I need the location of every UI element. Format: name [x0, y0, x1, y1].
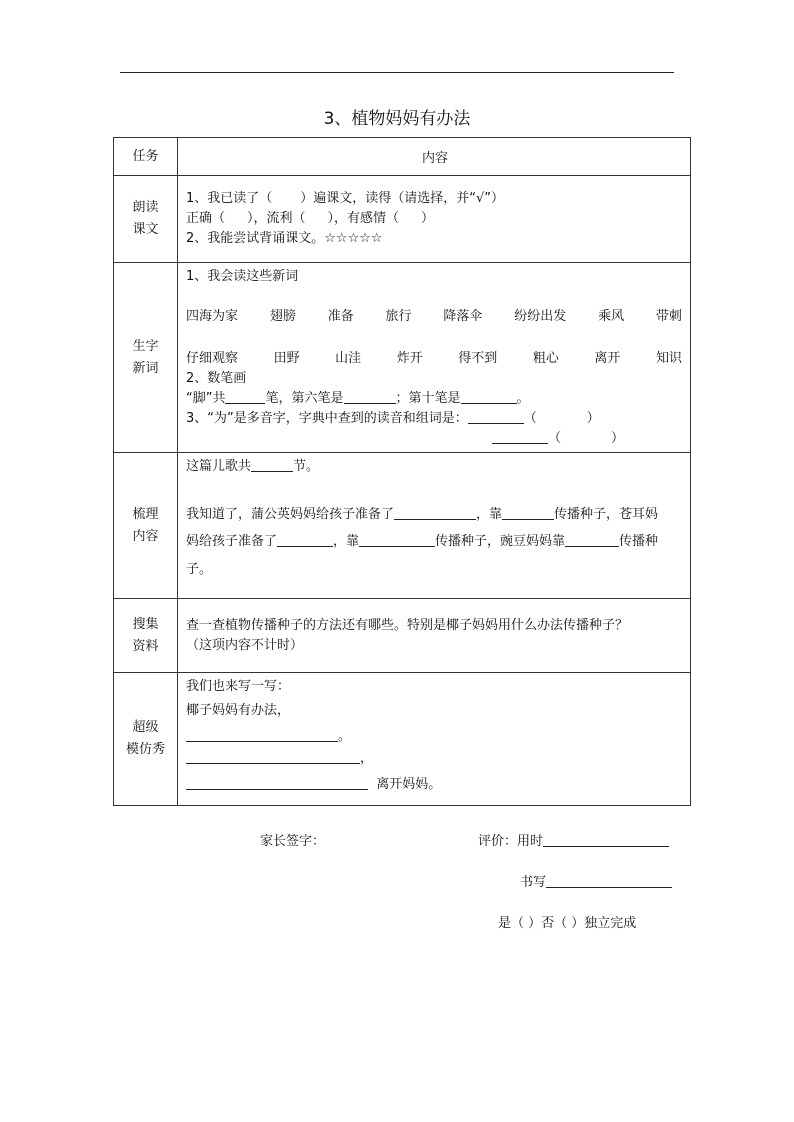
imitate-line-2: 椰子妈妈有办法，	[186, 703, 291, 718]
word-item: 仔细观察	[186, 351, 239, 366]
page-title: 3、植物妈妈有办法	[323, 109, 471, 129]
top-rule	[120, 72, 674, 73]
structure-content	[178, 453, 691, 599]
word-item: 翅膀	[269, 309, 296, 324]
polyphone-line-1	[186, 409, 684, 429]
time-blank[interactable]	[543, 832, 669, 847]
paren: （	[548, 431, 562, 446]
structure-text: ，靠	[333, 534, 360, 549]
word-item: 纷纷出发	[514, 309, 567, 324]
burdock-method-blank[interactable]	[359, 532, 435, 547]
structure-label	[114, 453, 178, 599]
burdock-prepare-blank[interactable]	[277, 532, 333, 547]
structure-text: 传播种子，苍耳妈	[554, 507, 659, 522]
word-item: 粗心	[532, 351, 559, 366]
dandelion-prepare-blank[interactable]	[394, 505, 476, 520]
words-row	[114, 263, 691, 453]
strokes-line	[186, 389, 684, 409]
research-row	[114, 599, 691, 673]
stanza-count-line	[186, 457, 684, 477]
stanza-count-blank[interactable]	[251, 457, 293, 472]
research-content	[178, 599, 691, 673]
words-content	[178, 263, 691, 453]
writing-blank[interactable]	[546, 873, 672, 888]
imitate-line-1: 我们也来写一写：	[186, 679, 291, 694]
word-item: 山洼	[335, 351, 362, 366]
reading-row	[114, 176, 691, 263]
structure-label-line2: 内容	[132, 528, 159, 544]
imitate-line-5	[186, 775, 684, 795]
polyphone-line-2	[186, 429, 684, 449]
evaluation-time	[478, 830, 669, 849]
structure-para-3: 子。	[186, 562, 213, 577]
stroke-count-blank[interactable]	[225, 389, 265, 404]
imitate-label-line2: 模仿秀	[125, 742, 165, 757]
worksheet-table	[113, 137, 691, 806]
imitate-text: ，	[360, 751, 374, 766]
words-label	[114, 263, 178, 453]
structure-row	[114, 453, 691, 599]
structure-text: ，靠	[476, 507, 503, 522]
reading-label-line2: 课文	[132, 222, 159, 237]
word-item: 四海为家	[186, 309, 239, 324]
reading-content	[178, 176, 691, 263]
imitate-content	[178, 673, 691, 806]
tenth-stroke-blank[interactable]	[461, 389, 517, 404]
reading-line-3: 2、我能尝试背诵课文。☆☆☆☆☆	[186, 231, 383, 246]
imitate-blank-2[interactable]	[186, 749, 360, 764]
word-item: 离开	[594, 351, 621, 366]
imitate-row	[114, 673, 691, 806]
structure-para-2	[186, 528, 684, 556]
writing-label: 书写	[520, 875, 547, 890]
research-label-line1: 搜集	[132, 616, 159, 632]
structure-text: 妈给孩子准备了	[186, 534, 278, 549]
strokes-title: 2、数笔画	[186, 371, 247, 386]
word-item: 带刺	[655, 309, 682, 324]
independent-completion: 是（ ）否（ ）独立完成	[498, 916, 637, 931]
research-label	[114, 599, 178, 673]
imitate-label-line1: 超级	[132, 720, 159, 735]
reading-text: 1、我已读了（	[186, 191, 273, 206]
word-item: 知识	[655, 351, 682, 366]
imitate-line-3	[186, 727, 684, 747]
paren: ）	[586, 411, 600, 426]
polyphone-reading-blank-2[interactable]	[492, 429, 548, 444]
research-line-1: 查一查植物传播种子的方法还有哪些。特别是椰子妈妈用什么办法传播种子？	[186, 617, 629, 633]
imitate-line-4	[186, 749, 684, 769]
reading-line-1	[186, 189, 684, 209]
reading-text: ）遍课文，读得（请选择，并“√”）	[300, 191, 505, 206]
word-item: 田野	[273, 351, 300, 366]
reading-text: ），有感情（	[327, 211, 400, 226]
header-content: 内容	[178, 138, 691, 176]
reading-line-2	[186, 209, 684, 229]
imitate-text: 离开妈妈。	[376, 777, 442, 792]
imitate-text: 。	[338, 729, 352, 744]
structure-text: 我知道了，蒲公英妈妈给孩子准备了	[186, 507, 395, 522]
polyphone-reading-blank-1[interactable]	[468, 409, 524, 424]
reading-text: 正确（	[186, 211, 226, 226]
sixth-stroke-blank[interactable]	[344, 389, 396, 404]
word-list-row-2	[186, 349, 684, 369]
parent-signature-label: 家长签字：	[260, 834, 326, 849]
table-header-row	[114, 138, 691, 176]
evaluation-time-label: 评价：用时	[478, 834, 544, 849]
structure-text: 节。	[293, 459, 320, 474]
structure-para-1	[186, 502, 684, 528]
words-intro: 1、我会读这些新词	[186, 269, 299, 284]
words-label-line1: 生字	[132, 338, 159, 354]
pea-method-blank[interactable]	[565, 532, 619, 547]
word-list-row-1	[186, 307, 684, 327]
word-item: 准备	[327, 309, 354, 324]
word-item: 乘风	[598, 309, 625, 324]
structure-text: 这篇儿歌共	[186, 459, 252, 474]
dandelion-method-blank[interactable]	[502, 505, 554, 520]
strokes-text: 。	[516, 391, 530, 406]
paren: ）	[611, 431, 625, 446]
word-item: 旅行	[385, 309, 412, 324]
word-item: 降落伞	[443, 309, 483, 324]
word-item: 得不到	[458, 351, 498, 366]
evaluation-writing	[520, 871, 672, 890]
reading-text: ），流利（	[247, 211, 306, 226]
imitate-blank-1[interactable]	[186, 727, 338, 742]
strokes-text: 笔，第六笔是	[265, 391, 344, 406]
strokes-text: ；第十笔是	[395, 391, 461, 406]
structure-text: 传播种	[619, 534, 659, 549]
research-line-2: （这项内容不计时）	[186, 637, 304, 653]
imitate-label	[114, 673, 178, 806]
structure-label-line1: 梳理	[132, 506, 159, 522]
words-label-line2: 新词	[132, 360, 159, 376]
word-item: 炸开	[396, 351, 423, 366]
research-label-line2: 资料	[132, 638, 159, 654]
imitate-blank-3[interactable]	[186, 775, 368, 790]
strokes-text: “脚”共	[186, 391, 226, 406]
paren: （	[523, 411, 537, 426]
reading-label-line1: 朗读	[132, 200, 159, 215]
reading-label	[114, 176, 178, 263]
polyphone-text: 3、“为”是多音字，字典中查到的读音和组词是：	[186, 411, 468, 426]
reading-text: ）	[421, 211, 435, 226]
structure-text: 传播种子，豌豆妈妈靠	[435, 534, 566, 549]
header-task: 任务	[114, 138, 178, 176]
